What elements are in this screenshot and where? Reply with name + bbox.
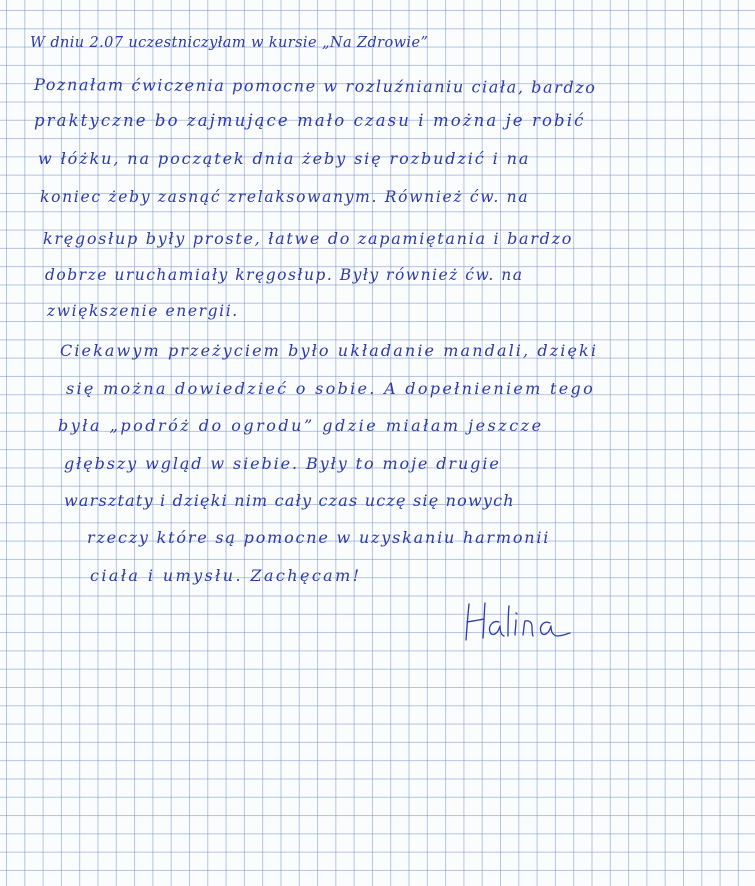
letter-line-15: ciała i umysłu. Zachęcam! xyxy=(90,566,362,585)
letter-line-5: koniec żeby zasnąć zrelaksowanym. Również ćw. na xyxy=(40,188,530,206)
letter-line-1: W dniu 2.07 uczestniczyłam w kursie „Na Zdrowie” xyxy=(30,35,429,51)
letter-line-9: Ciekawym przeżyciem było układanie mandali, dzięki xyxy=(60,341,599,360)
letter-line-3: praktyczne bo zajmujące mało czasu i można je robić xyxy=(34,111,586,130)
letter-line-4: w łóżku, na początek dnia żeby się rozbudzić i na xyxy=(38,149,531,168)
letter-line-14: rzeczy które są pomocne w uzyskaniu harmonii xyxy=(87,528,551,547)
letter-line-2: Poznałam ćwiczenia pomocne w rozluźnianiu ciała, bardzo xyxy=(33,75,597,97)
letter-line-10: się można dowiedzieć o sobie. A dopełnieniem tego xyxy=(66,379,595,398)
letter-line-8: zwiększenie energii. xyxy=(47,302,239,320)
handwritten-signature xyxy=(463,600,573,644)
letter-line-13: warsztaty i dzięki nim cały czas uczę się nowych xyxy=(64,491,515,510)
letter-line-7: dobrze uruchamiały kręgosłup. Były również ćw. na xyxy=(45,266,524,284)
letter-line-6: kręgosłup były proste, łatwe do zapamiętania i bardzo xyxy=(43,229,574,248)
letter-line-11: była „podróż do ogrodu” gdzie miałam jeszcze xyxy=(58,416,544,435)
letter-line-12: głębszy wgląd w siebie. Były to moje drugie xyxy=(64,454,501,473)
